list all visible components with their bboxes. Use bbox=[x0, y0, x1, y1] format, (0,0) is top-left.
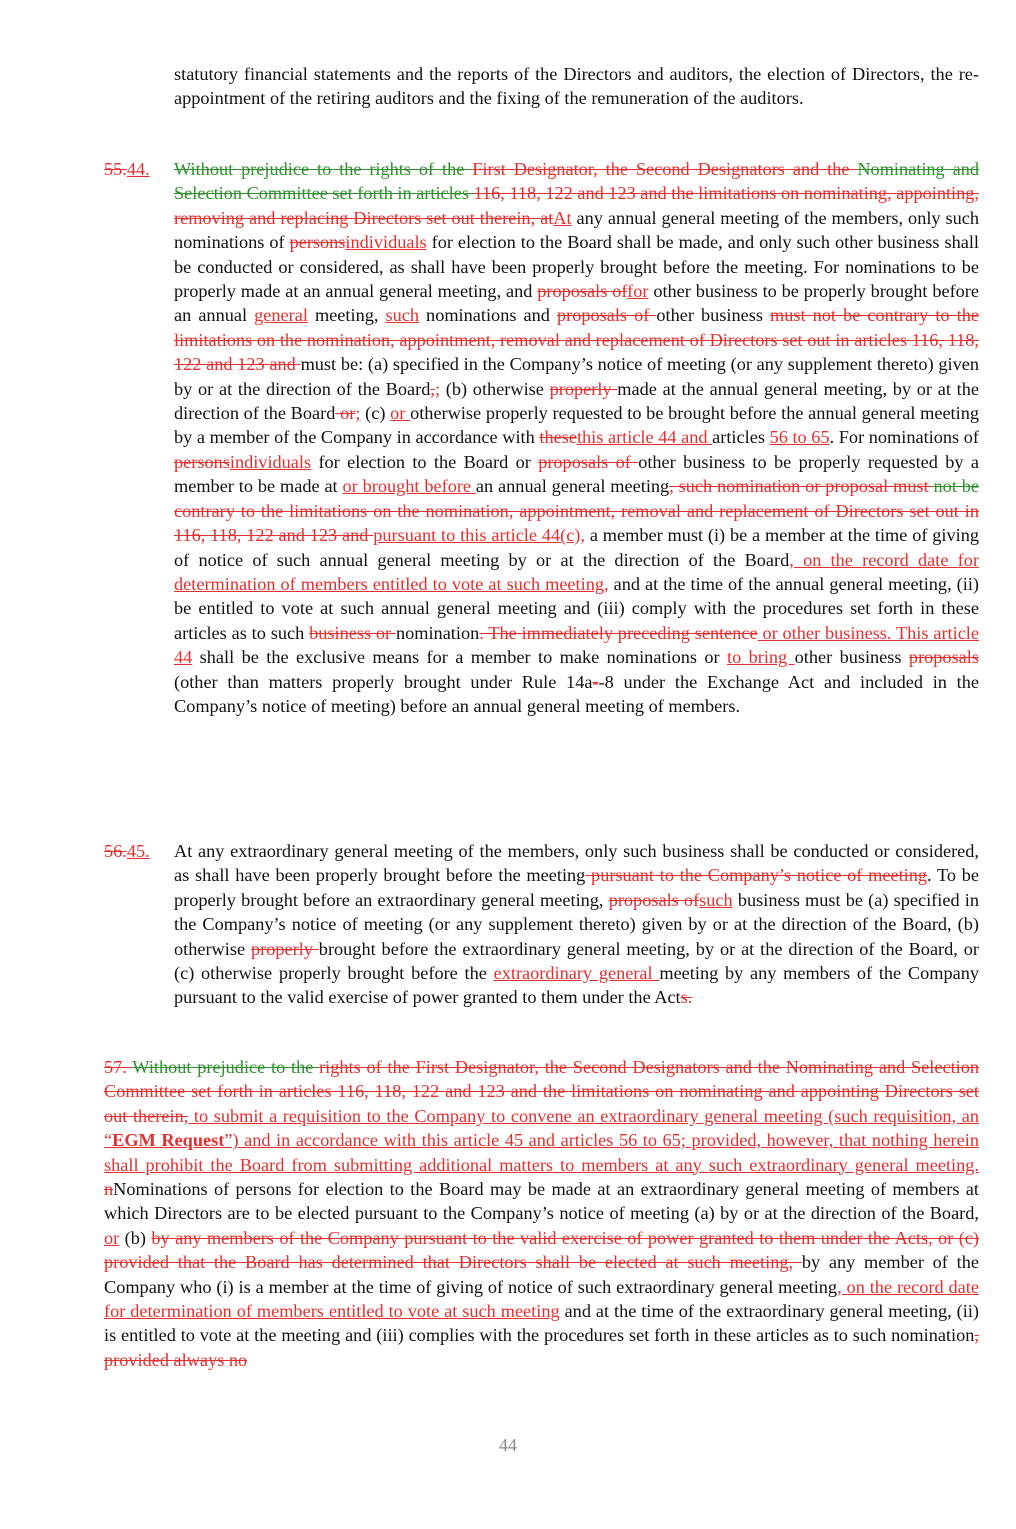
p57-run: the valid exercise of power granted to them under the Acts, or (c) provided that the Board has determined that Directors shall be elected at such meeting, bbox=[104, 1227, 979, 1273]
p44-run: other business to be properly requested by a member to be made at bbox=[174, 451, 979, 497]
page-number: 44 bbox=[499, 1435, 517, 1455]
p44-run: nominations and bbox=[419, 305, 557, 326]
article-45-text bbox=[174, 839, 979, 1010]
p44-run: for election to the Board shall be made, and only such other business shall be conducted or considered, as shall have been properly brought before the meeting. For nominations to be properly made at an annual general meeting, and bbox=[174, 232, 979, 302]
p44-run: proposals of bbox=[538, 451, 639, 472]
article-57-text bbox=[104, 1055, 979, 1372]
p44-run: shall be the exclusive means for a member to make nominations or bbox=[192, 647, 727, 668]
p44-run: and at the time of the annual general meeting, (ii) be entitled to vote at such annual general meeting and (iii) comply with the procedures set forth in these articles as to such bbox=[174, 573, 979, 643]
p44-run: ; bbox=[434, 378, 441, 399]
p44-run: nomination bbox=[395, 622, 480, 643]
p44-run: other business bbox=[794, 647, 909, 668]
p45-run: . To be properly brought before an extraordinary general meeting, bbox=[174, 865, 979, 910]
p57-run: by any members of the Company pursuant to bbox=[151, 1227, 493, 1248]
p44-run: limitations on nominating, appointing, removing and replacing Directors set out therein, at bbox=[174, 183, 979, 228]
article-number-45 bbox=[104, 839, 150, 863]
p44-run: First Designator, the Second Designators and the bbox=[472, 159, 858, 179]
article-number-44 bbox=[104, 157, 150, 181]
p1-run: statutory financial statements and the reports of the Directors and auditors, the election of Directors, the re-appointment of the retiring auditors and the fixing of the remuneration of the auditors. bbox=[174, 64, 979, 109]
p45-run: such bbox=[699, 889, 733, 910]
p44-run: 56 to 65 bbox=[769, 427, 830, 448]
p44-run: proposals bbox=[908, 647, 979, 668]
p44-run: 116, 118, 122 and 123 and the bbox=[473, 183, 699, 204]
p57-run: n bbox=[104, 1179, 114, 1200]
p44-run: individuals bbox=[229, 451, 312, 472]
p44-run: otherwise properly requested to be brought before the annual general meeting by a member of the Company in accordance with bbox=[174, 403, 979, 448]
p44-run: made at the annual general meeting, by or at the direction of the Board bbox=[174, 378, 979, 424]
p45-run: brought before the extraordinary general meeting, by or at the direction of the Board, or (c) otherwise properly brought before the bbox=[174, 938, 979, 984]
p44-run: or brought before bbox=[342, 476, 476, 497]
p44-run: general bbox=[254, 305, 308, 326]
p44-run: individuals bbox=[345, 232, 427, 253]
p57-run: to submit a requisition to the Company to convene an extraordinary general meeting (such requisition, an “ bbox=[104, 1105, 979, 1151]
p44-run: or bbox=[390, 403, 411, 424]
article-44-text bbox=[174, 157, 979, 718]
p57-run: Nominating and Selection Committee set forth in articles 116, 118, 122 and 123 and the limitations on nominating and appointing Directors set out therein, bbox=[104, 1057, 980, 1126]
p44-run: must not be bbox=[770, 305, 868, 326]
p45-run: s. bbox=[680, 987, 693, 1008]
p45-run: pursuant to the Company’s notice of meeting bbox=[585, 865, 928, 886]
p44-run: for bbox=[627, 281, 649, 302]
p44-run: Nominating and Selection Committee set forth in articles bbox=[174, 159, 979, 204]
p44-run: articles bbox=[712, 427, 770, 448]
p45-run: proposals of bbox=[608, 889, 700, 910]
p44-run: properly bbox=[549, 378, 618, 399]
p44-run: a member must (i) be a member at the time of giving of notice of such annual general meeting by or at the direction of the Board bbox=[174, 525, 979, 570]
p44-run: any annual general meeting of the members, only such nominations of bbox=[174, 207, 979, 253]
p44-run: -8 under the Exchange Act and included in the Company’s notice of meeting) before an annual general meeting of members. bbox=[174, 671, 979, 716]
p57-run: (b) bbox=[119, 1227, 152, 1248]
n45-run: 56. bbox=[104, 841, 127, 861]
p44-run: At bbox=[553, 207, 572, 228]
p44-run: to bring bbox=[727, 647, 795, 668]
p57-run: Nominations of persons for election to the Board may be made at an extraordinary general meeting of members at which Directors are to be elected pursuant to the Company’s notice of meeting (a) by or at the direction of the Board, bbox=[104, 1179, 979, 1224]
p57-run: , provided always no bbox=[104, 1325, 979, 1370]
p44-run: an annual general meeting bbox=[475, 476, 670, 497]
p57-run: rights of the First Designator, the Second Designators and the bbox=[319, 1057, 786, 1077]
p44-run: these bbox=[539, 427, 577, 448]
p44-run: . The immediately preceding sentence bbox=[479, 622, 758, 643]
p57-run: EGM Request bbox=[112, 1130, 225, 1151]
p45-run: extraordinary general bbox=[493, 963, 660, 984]
p44-run: pursuant to this article 44(c), bbox=[373, 525, 585, 546]
p45-run: properly bbox=[250, 938, 319, 959]
p44-run: - bbox=[592, 671, 599, 692]
p44-run: persons bbox=[174, 451, 230, 472]
n44-run: 44. bbox=[126, 159, 150, 179]
p44-run: ; bbox=[355, 403, 361, 424]
p44-run: this article 44 and bbox=[576, 427, 713, 448]
p44-run: persons bbox=[289, 232, 346, 253]
p57-run: ”) and in accordance with this article 45 and articles 56 to 65; provided, however, that nothing herein shall prohibit the Board from submitting additional matters to members at any such extraordinary general meeting. bbox=[104, 1130, 979, 1175]
p44-run: for election to the Board or bbox=[311, 451, 539, 472]
p44-run: (b) otherwise bbox=[440, 378, 550, 399]
p44-run: (other than matters properly brought under Rule 14a bbox=[174, 671, 593, 692]
p44-run: other business to be properly brought before an annual bbox=[174, 281, 979, 326]
p44-run: must be: (a) specified in the Company’s notice of meeting (or any supplement thereto) given by or at the direction of the Board bbox=[174, 354, 980, 399]
p44-run: not be bbox=[933, 476, 980, 497]
p57-run: Without prejudice to the bbox=[132, 1057, 320, 1077]
p44-run: business or bbox=[309, 622, 396, 643]
p44-run: (c) bbox=[360, 403, 391, 424]
p44-run: such bbox=[385, 305, 419, 326]
n45-run: 45. bbox=[126, 841, 150, 861]
p57-run: or bbox=[104, 1227, 120, 1248]
p44-run: or proposal must bbox=[805, 476, 934, 497]
p44-run: contrary to the limitations on the nomination, appointment, removal and replacement of Directors set out in 116, 118, 122 and 123 and bbox=[174, 500, 979, 546]
p57-run: and at the time of the extraordinary general meeting, (ii) is entitled to vote at the meeting and (iii) complies with the procedures set forth in these articles as to such nomination bbox=[104, 1301, 980, 1346]
p44-run: proposals of bbox=[537, 281, 628, 302]
p44-run: meeting, bbox=[307, 305, 386, 326]
p45-run: business must be (a) specified in the Company’s notice of meeting (or any supplement thereto) given by or at the direction of the Board, (b) otherwise bbox=[174, 889, 979, 959]
p45-run: meeting by any members of the Company pursuant to the valid exercise of power granted to them under the Act bbox=[174, 963, 979, 1008]
p44-run: , on the record date for determination of members entitled to vote at such meeting, bbox=[174, 549, 979, 594]
paragraph-continued bbox=[174, 62, 979, 111]
p44-run: or other business. This article 44 bbox=[174, 622, 980, 668]
p44-run: proposals of bbox=[556, 305, 657, 326]
p44-run: , bbox=[430, 378, 435, 399]
p57-run: by any member of the Company who (i) is a member at the time of giving of notice of such extraordinary general meeting bbox=[104, 1252, 979, 1297]
p44-run: . For nominations of bbox=[829, 427, 979, 448]
p57-run: 57. bbox=[104, 1057, 133, 1077]
p44-run: Without prejudice to the rights of the bbox=[174, 159, 473, 179]
p57-run: , on the record date for determination of members entitled to vote at such meeting bbox=[104, 1276, 979, 1322]
p44-run: contrary to the limitations on the nomination, appointment, removal and replacement of Directors set out in articles 116, 118, 122 and 123 and bbox=[174, 305, 979, 375]
p44-run: , such nomination bbox=[669, 476, 806, 497]
p45-run: At any extraordinary general meeting of the members, only such business shall be conducted or considered, as shall have been properly brought before the meeting bbox=[174, 841, 979, 886]
n44-run: 55. bbox=[104, 159, 127, 179]
p44-run: or bbox=[335, 403, 356, 424]
p44-run: other business bbox=[656, 305, 771, 326]
